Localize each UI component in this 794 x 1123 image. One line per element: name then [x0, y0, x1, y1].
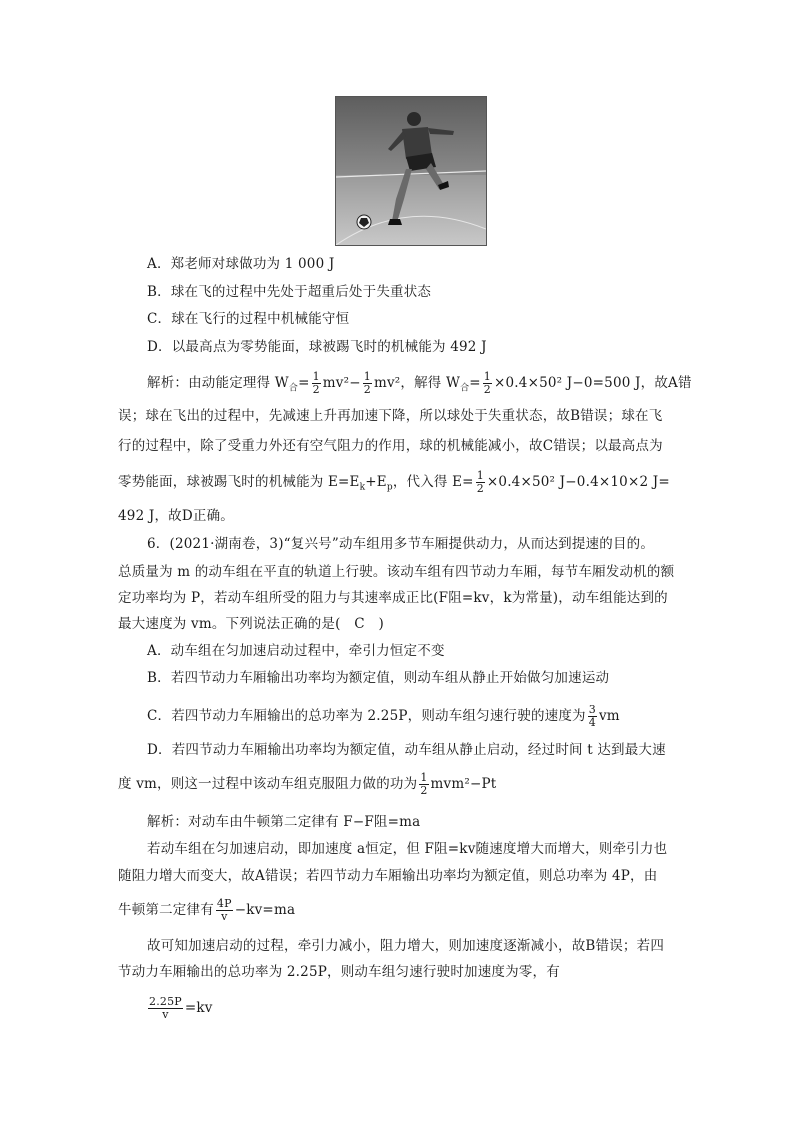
fraction: [312, 371, 321, 396]
fraction: [216, 898, 233, 923]
analysis-text: =: [298, 375, 310, 391]
option-text: vm: [598, 708, 620, 724]
analysis-text: =kv: [184, 1000, 213, 1016]
soccer-kick-illustration: [336, 97, 486, 245]
option-d: D．若四节动力车厢输出功率均为额定值，动车组从静止启动，经过时间 t 达到最大速: [147, 742, 666, 758]
option-text: mvm²−Pt: [430, 776, 497, 792]
numerator: 1: [483, 370, 491, 383]
analysis-text: =: [469, 375, 481, 391]
subscript: 合: [460, 383, 470, 394]
analysis-text: 牛顿第二定律有: [118, 902, 214, 918]
subscript: 合: [288, 383, 299, 394]
question-6-line: 总质量为 m 的动车组在平直的轨道上行驶。该动车组有四节动力车厢，每节车厢发动机的额: [118, 564, 675, 580]
subscript: p: [386, 482, 393, 493]
numerator: 1: [363, 370, 371, 383]
option-text: C．若四节动力车厢输出的总功率为 2.25P，则动车组匀速行驶的速度为: [147, 708, 586, 724]
fraction: [363, 371, 372, 396]
option-b: B．若四节动力车厢输出功率均为额定值，则动车组从静止开始做匀加速运动: [147, 670, 610, 686]
option-a: A．动车组在匀加速启动过程中，牵引力恒定不变: [147, 643, 445, 659]
option-text: 度 vm，则这一过程中该动车组克服阻力做的功为: [118, 776, 418, 792]
numerator: 4P: [216, 897, 232, 910]
denominator: 4: [588, 716, 596, 729]
denominator: 2: [363, 383, 371, 396]
analysis-text: mv²−: [322, 375, 361, 391]
question-6-line: 定功率均为 P，若动车组所受的阻力与其速率成正比(F阻=kv，k为常量)，动车组能达到的: [118, 590, 668, 606]
analysis-text: +E: [365, 474, 387, 490]
question-6-line: 6．(2021·湖南卷，3)“复兴号”动车组用多节车厢提供动力，从而达到提速的目的。: [147, 536, 655, 552]
numerator: 1: [476, 469, 484, 482]
soccer-player-image: [335, 96, 487, 246]
option-d: D．以最高点为零势能面，球被踢飞时的机械能为 492 J: [147, 339, 487, 355]
denominator: 2: [483, 383, 491, 396]
fraction: [476, 470, 485, 495]
analysis-text: mv²，解得 W: [373, 375, 461, 391]
option-d-continued: [118, 772, 496, 797]
denominator: v: [162, 1008, 169, 1021]
denominator: v: [221, 910, 228, 923]
numerator: 1: [312, 370, 320, 383]
analysis-text: ×0.4×50² J−0=500 J，故A错: [493, 375, 692, 391]
denominator: 2: [312, 383, 320, 396]
option-a: A．郑老师对球做功为 1 000 J: [147, 256, 335, 272]
analysis-text: ，代入得 E=: [392, 474, 474, 490]
question-6-line: 最大速度为 vm。下列说法正确的是( C ): [118, 616, 384, 632]
analysis-text: −kv=ma: [234, 902, 296, 918]
fraction: [483, 371, 492, 396]
analysis-line: 节动力车厢输出的总功率为 2.25P，则动车组匀速行驶时加速度为零，有: [118, 964, 560, 980]
fraction: [588, 704, 597, 729]
analysis-line: 故可知加速启动的过程，牵引力减小，阻力增大，则加速度逐渐减小，故B错误；若四: [147, 938, 665, 954]
analysis-line: 误；球在飞出的过程中，先减速上升再加速下降，所以球处于失重状态，故B错误；球在飞: [118, 408, 663, 424]
option-c: [147, 704, 620, 729]
analysis-line: 随阻力增大而变大，故A错误；若四节动力车厢输出功率均为额定值，则总功率为 4P，由: [118, 868, 658, 884]
analysis-line: 解析：对动车由牛顿第二定律有 F−F阻=ma: [147, 814, 421, 830]
analysis-text: 解析：由动能定理得 W: [147, 375, 289, 391]
option-b: B．球在飞的过程中先处于超重后处于失重状态: [147, 284, 432, 300]
numerator: 2.25P: [149, 995, 182, 1008]
analysis-line: 492 J，故D正确。: [118, 508, 234, 524]
analysis-line: [118, 470, 670, 498]
analysis-line: [147, 371, 692, 399]
analysis-line: [146, 996, 213, 1021]
analysis-line: 行的过程中，除了受重力外还有空气阻力的作用，球的机械能减小，故C错误；以最高点为: [118, 438, 663, 454]
denominator: 2: [420, 784, 428, 797]
analysis-text: 零势能面，球被踢飞时的机械能为 E=E: [118, 474, 360, 490]
numerator: 3: [588, 703, 596, 716]
fraction: [419, 772, 428, 797]
analysis-line: [118, 898, 295, 923]
analysis-text: ×0.4×50² J−0.4×10×2 J=: [486, 474, 670, 490]
option-c: C．球在飞行的过程中机械能守恒: [147, 311, 350, 327]
subscript: k: [359, 482, 366, 493]
analysis-line: 若动车组在匀加速启动，即加速度 a恒定，但 F阻=kv随速度增大而增大，则牵引力也: [147, 841, 668, 857]
fraction: [148, 996, 183, 1021]
numerator: 1: [420, 771, 428, 784]
denominator: 2: [476, 482, 484, 495]
